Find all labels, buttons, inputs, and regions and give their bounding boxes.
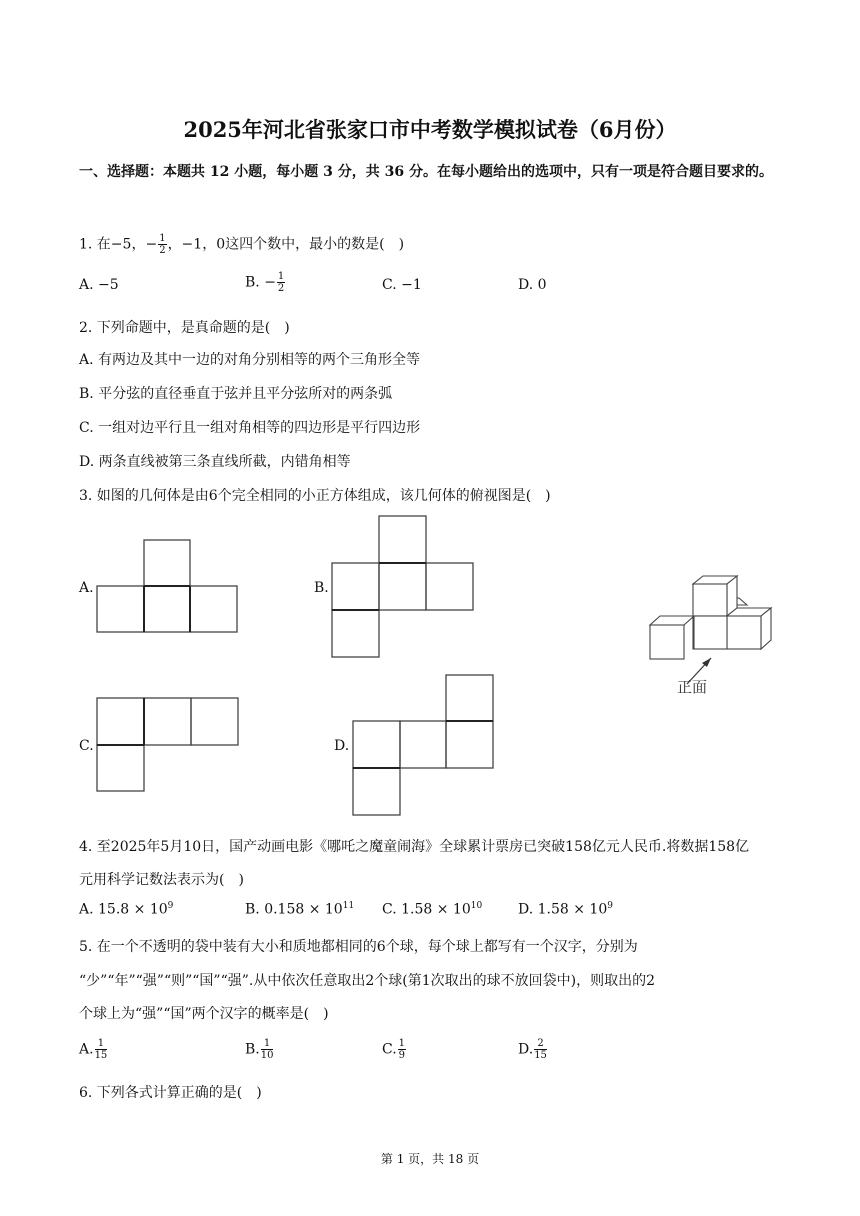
q4-option-b[interactable] [245, 901, 354, 918]
q5-option-c-num: 1 [398, 1038, 406, 1049]
q1-option-b-fraction [277, 271, 285, 294]
question-6-stem: 6. 下列各式计算正确的是( ) [79, 1085, 262, 1101]
q4-option-c-exponent: 10 [470, 901, 483, 911]
q2-option-c[interactable]: C. 一组对边平行且一组对角相等的四边形是平行四边形 [79, 420, 421, 436]
q1-stem-part-b: ，−1，0这四个数中，最小的数是( ) [167, 236, 405, 253]
q1-stem-fraction [158, 233, 166, 256]
q5-option-b-prefix: B. [245, 1041, 260, 1058]
q4-option-d-exponent: 9 [607, 901, 613, 911]
q5-option-d-prefix: D. [518, 1041, 534, 1058]
q5-option-c[interactable] [382, 1038, 407, 1061]
q5-option-a-fraction [95, 1038, 108, 1061]
question-2-stem: 2. 下列命题中，是真命题的是( ) [79, 320, 290, 336]
q3-geometric-solid-figure [649, 574, 771, 696]
page-title: 2025年河北省张家口市中考数学模拟试卷（6月份） [183, 117, 677, 142]
q1-stem-frac-num: 1 [159, 233, 166, 244]
q5-option-b-num: 1 [261, 1038, 274, 1050]
q3-option-b-figure[interactable] [331, 515, 474, 658]
q3-option-a-label[interactable]: A. [79, 580, 94, 596]
q5-option-c-prefix: C. [382, 1041, 397, 1058]
q5-option-b[interactable] [245, 1038, 274, 1061]
question-4-stem-line-2: 元用科学记数法表示为( ) [79, 872, 244, 888]
q3-option-d-figure[interactable] [352, 674, 494, 816]
q1-stem-frac-den: 2 [159, 245, 166, 256]
q3-option-b-label[interactable]: B. [314, 580, 329, 596]
q4-option-b-base: B. 0.158 × 10 [245, 901, 343, 918]
q4-option-d-base: D. 1.58 × 10 [518, 901, 608, 918]
front-view-label: 正面 [677, 678, 708, 696]
q5-option-b-fraction [261, 1038, 274, 1061]
q4-option-a-base: A. 15.8 × 10 [79, 901, 168, 918]
q4-option-b-exponent: 11 [342, 901, 355, 911]
q5-option-d[interactable] [518, 1038, 548, 1061]
q4-option-c-base: C. 1.58 × 10 [382, 901, 471, 918]
q1-stem-part-a: 1. 在−5，− [79, 236, 158, 253]
q1-option-c[interactable]: C. −1 [382, 277, 422, 293]
section-header: 一、选择题：本题共 12 小题，每小题 3 分，共 36 分。在每小题给出的选项中，只有一项是符合题目要求的。 [79, 164, 773, 180]
q4-option-a[interactable] [79, 901, 173, 918]
q4-option-a-exponent: 9 [167, 901, 174, 911]
q1-option-b-prefix: B. − [245, 274, 276, 291]
q1-option-b-den: 2 [277, 283, 285, 294]
q2-option-d[interactable]: D. 两条直线被第三条直线所截，内错角相等 [79, 454, 351, 470]
q1-option-b[interactable] [245, 271, 286, 294]
q3-option-a-figure[interactable] [96, 539, 238, 634]
q5-option-b-den: 10 [260, 1050, 274, 1061]
q5-option-a[interactable] [79, 1038, 108, 1061]
question-1-stem [79, 233, 404, 256]
question-5-stem-line-3: 个球上为“强”“国”两个汉字的概率是( ) [79, 1006, 329, 1022]
q5-option-a-num: 1 [95, 1038, 108, 1050]
q1-option-b-num: 1 [277, 271, 285, 282]
q3-option-d-label[interactable]: D. [334, 738, 350, 754]
q2-option-b[interactable]: B. 平分弦的直径垂直于弦并且平分弦所对的两条弧 [79, 386, 393, 402]
q4-option-c[interactable] [382, 901, 482, 918]
q1-option-a[interactable]: A. −5 [79, 277, 119, 293]
q5-option-a-den: 15 [94, 1050, 108, 1061]
page-footer: 第 1 页，共 18 页 [380, 1152, 480, 1166]
question-4-stem-line-1: 4. 至2025年5月10日，国产动画电影《哪吒之魔童闹海》全球累计票房已突破158亿元人民币.将数据158亿 [79, 839, 750, 855]
q5-option-c-fraction [398, 1038, 406, 1061]
q1-option-d[interactable]: D. 0 [518, 277, 547, 293]
q5-option-d-fraction [534, 1038, 547, 1061]
q5-option-d-num: 2 [534, 1038, 547, 1050]
q5-option-d-den: 15 [534, 1050, 547, 1061]
question-5-stem-line-2: “少”“年”“强”“则”“国”“强”.从中依次任意取出2个球(第1次取出的球不放回袋中)，则取出的2 [79, 973, 655, 989]
q3-option-c-label[interactable]: C. [79, 738, 94, 754]
q5-option-c-den: 9 [398, 1050, 406, 1061]
question-3-stem: 3. 如图的几何体是由6个完全相同的小正方体组成，该几何体的俯视图是( ) [79, 488, 551, 504]
q4-option-d[interactable] [518, 901, 613, 918]
question-5-stem-line-1: 5. 在一个不透明的袋中装有大小和质地都相同的6个球，每个球上都写有一个汉字，分别为 [79, 939, 638, 955]
q3-option-c-figure[interactable] [96, 697, 239, 792]
q5-option-a-prefix: A. [79, 1041, 94, 1058]
q2-option-a[interactable]: A. 有两边及其中一边的对角分别相等的两个三角形全等 [79, 352, 421, 368]
